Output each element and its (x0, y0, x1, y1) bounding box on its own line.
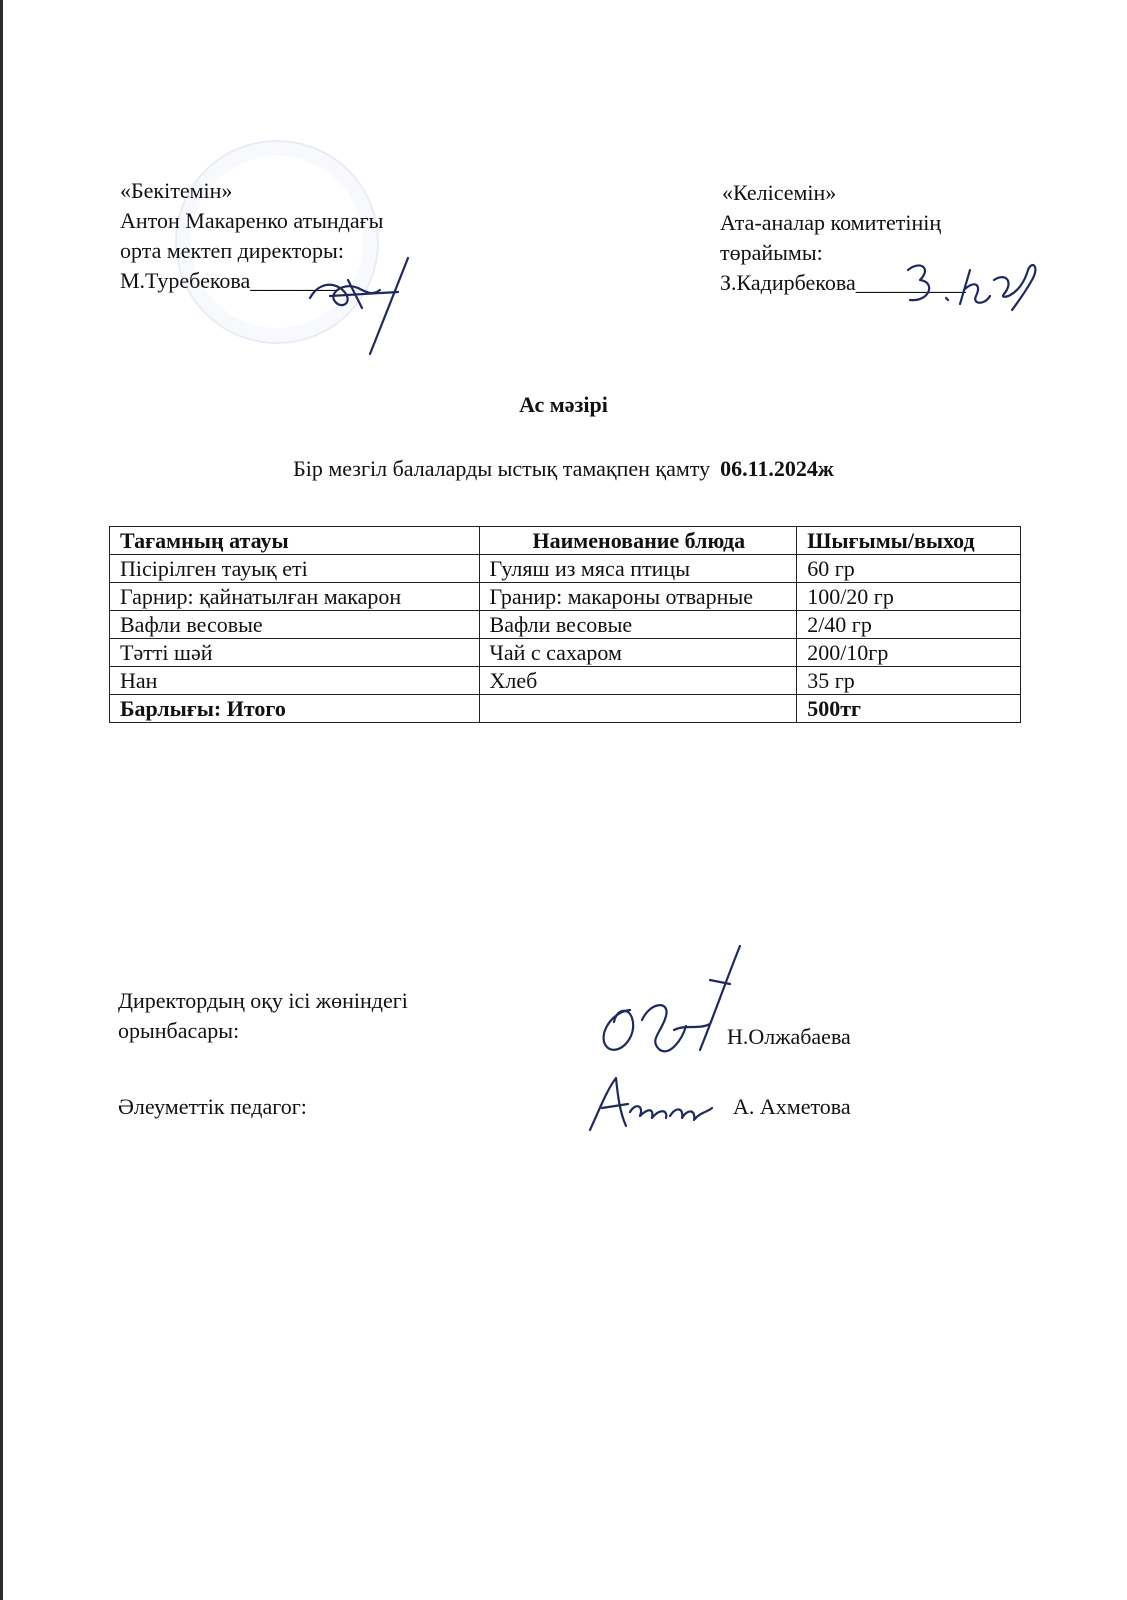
scan-edge (0, 0, 3, 1600)
cell-russian-name: Чай с сахаром (479, 639, 797, 667)
agreement-block (720, 178, 966, 298)
deputy-role-line1: Директордың оқу ісі жөніндегі (118, 988, 408, 1013)
agreement-name: З.Кадирбекова__________ (720, 270, 966, 295)
deputy-name: Н.Олжабаева (727, 1024, 851, 1049)
menu-table (109, 526, 1021, 723)
cell-kazakh-name: Нан (110, 667, 480, 695)
subtitle-text: Бір мезгіл балаларды ыстық тамақпен қамту (293, 456, 711, 481)
cell-yield: 100/20 гр (797, 583, 1021, 611)
total-empty-cell (479, 695, 797, 723)
cell-yield: 60 гр (797, 555, 1021, 583)
agreement-heading: «Келісемін» (722, 180, 837, 205)
approval-block (120, 176, 383, 296)
total-label: Барлығы: Итого (110, 695, 480, 723)
menu-date: 06.11.2024ж (720, 456, 834, 481)
cell-yield: 2/40 гр (797, 611, 1021, 639)
cell-russian-name: Вафли весовые (479, 611, 797, 639)
header-yield: Шығымы/выход (797, 527, 1021, 555)
approval-school: Антон Макаренко атындағы (120, 208, 384, 233)
table-header-row (110, 527, 1021, 555)
agreement-position: төрайымы: (720, 240, 823, 265)
header-kazakh-name: Тағамның атауы (110, 527, 480, 555)
cell-kazakh-name: Вафли весовые (110, 611, 480, 639)
table-row (110, 583, 1021, 611)
table-row (110, 555, 1021, 583)
social-pedagogue-role: Әлеуметтік педагог: (118, 1094, 307, 1119)
page-subtitle (0, 456, 1127, 482)
social-pedagogue-name: А. Ахметова (733, 1094, 851, 1119)
cell-kazakh-name: Тәтті шәй (110, 639, 480, 667)
cell-russian-name: Гуляш из мяса птицы (479, 555, 797, 583)
approval-name: М.Туребекова________ (120, 268, 339, 293)
table-total-row (110, 695, 1021, 723)
cell-yield: 35 гр (797, 667, 1021, 695)
deputy-role (118, 986, 408, 1046)
social-pedagogue-signature (582, 1068, 722, 1140)
table-row (110, 611, 1021, 639)
cell-russian-name: Гранир: макароны отварные (479, 583, 797, 611)
header-russian-name: Наименование блюда (479, 527, 797, 555)
cell-kazakh-name: Гарнир: қайнатылған макарон (110, 583, 480, 611)
cell-yield: 200/10гр (797, 639, 1021, 667)
cell-russian-name: Хлеб (479, 667, 797, 695)
deputy-role-line2: орынбасары: (118, 1018, 240, 1043)
page-title: Ас мәзірі (519, 392, 608, 417)
table-row (110, 667, 1021, 695)
total-value: 500тг (797, 695, 1021, 723)
table-row (110, 639, 1021, 667)
cell-kazakh-name: Пісірілген тауық еті (110, 555, 480, 583)
agreement-committee: Ата-аналар комитетінің (720, 210, 942, 235)
approval-position: орта мектеп директоры: (120, 238, 344, 263)
approval-heading: «Бекітемін» (120, 178, 233, 203)
